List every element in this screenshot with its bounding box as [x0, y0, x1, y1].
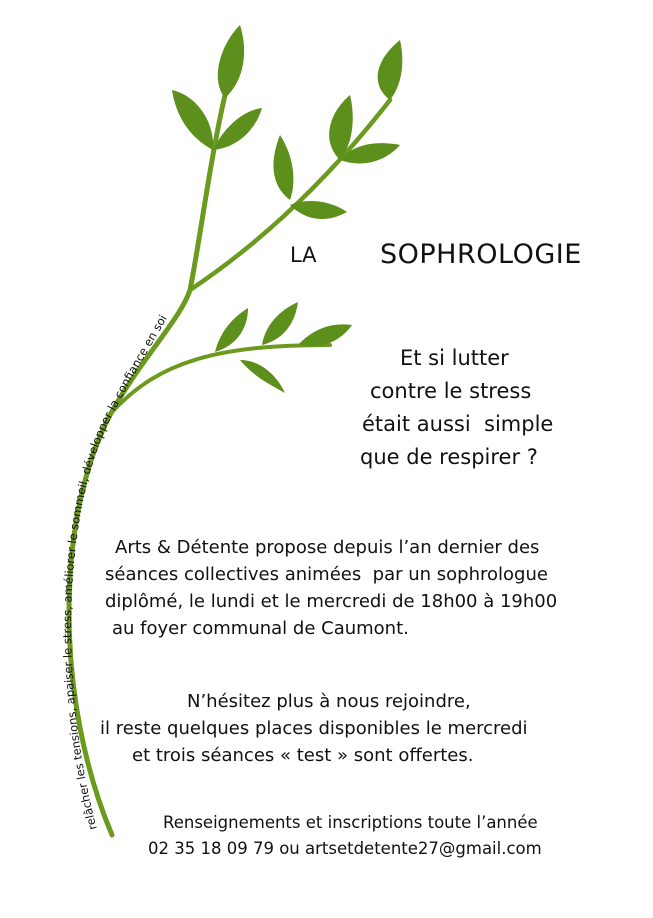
leaves: [172, 25, 402, 393]
paragraph-line: diplômé, le lundi et le mercredi de 18h00 à 19h00: [105, 591, 558, 612]
leaf-icon: [378, 40, 403, 100]
question-line: contre le stress: [370, 379, 532, 403]
curved-tagline: relâcher les tensions, apaiser le stress, améliorer le sommeil, développer la confiance en soi: [60, 312, 170, 832]
paragraph-line: Arts & Détente propose depuis l’an dernier des: [115, 537, 540, 558]
leaf-icon: [262, 302, 298, 345]
question-line: Et si lutter: [400, 346, 509, 370]
description-paragraph: [80, 534, 640, 669]
paragraph-line: séances collectives animées par un sophrologue: [105, 564, 548, 585]
paragraph-line: au foyer communal de Caumont.: [112, 618, 409, 639]
leaf-icon: [215, 308, 248, 352]
question-line: que de respirer ?: [360, 445, 538, 469]
leaf-icon: [240, 360, 285, 393]
leaf-icon: [218, 25, 244, 98]
contact-info: [120, 810, 640, 889]
paragraph-line: et trois séances « test » sont offertes.: [132, 745, 474, 766]
question-block: [330, 342, 630, 505]
title-prefix: LA: [290, 243, 317, 267]
page-title: SOPHROLOGIE: [380, 239, 582, 270]
paragraph-line: il reste quelques places disponibles le mercredi: [100, 718, 528, 739]
question-line: était aussi simple: [362, 412, 554, 436]
leaf-icon: [290, 201, 347, 219]
invitation-paragraph: [60, 688, 620, 796]
leaf-icon: [172, 90, 213, 150]
contact-line: Renseignements et inscriptions toute l’année: [163, 813, 538, 832]
leaf-icon: [273, 135, 293, 200]
contact-line: 02 35 18 09 79 ou artsetdetente27@gmail.com: [148, 839, 542, 858]
paragraph-line: N’hésitez plus à nous rejoindre,: [187, 691, 471, 712]
